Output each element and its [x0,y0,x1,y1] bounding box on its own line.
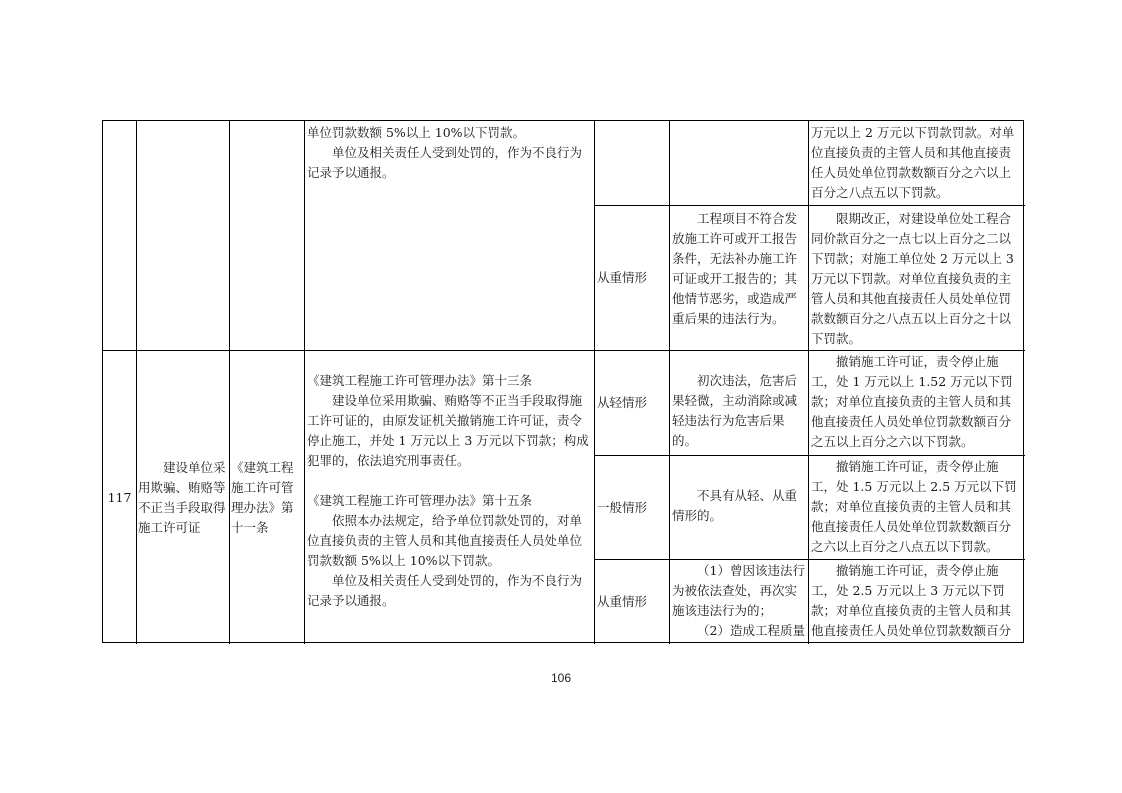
basis-heading: 《建筑工程施工许可管理办法》第十五条 [307,493,533,508]
level-cell-light [595,351,669,455]
penalty-standard-table [102,120,1024,643]
violation-cell [137,351,229,644]
level-cell [595,206,669,350]
basis-text: 单位及相关责任人受到处罚的，作为不良行为记录予以通报。 [307,573,583,608]
standard-text: 撤销施工许可证，责令停止施工，处 2.5 万元以上 3 万元以下罚款；对单位直接负责的主管人员和其他直接责任人员处单位罚款数额百分 [811,563,1012,638]
level-label: 从重情形 [597,270,648,285]
row-number: 117 [107,489,132,505]
basis-text: 单位及相关责任人受到处罚的，作为不良行为记录予以通报。 [307,145,583,180]
standard-text: 限期改正，对建设单位处工程合同价款百分之一点七以上百分之二以下罚款；对施工单位处 2 万元以上 3 万元以下罚款。对单位直接负责的主管人员和其他直接责任人员处单位罚款数额百分之八点五以上百分之十以下罚款。 [811,211,1018,346]
condition-text: 工程项目不符合发放施工许可或开工报告条件，无法补办施工许可证或开工报告的；其他情节恶劣，或造成严重后果的违法行为。 [672,211,798,326]
basis-text: 单位罚款数额 5%以上 10%以下罚款。 [307,125,526,140]
basis-text: 建设单位采用欺骗、贿赂等不正当手段取得施工许可证的，由原发证机关撤销施工许可证，责令停止施工，并处 1 万元以上 3 万元以下罚款；构成犯罪的，依法追究刑事责任。 [307,393,589,468]
standard-text: 撤销施工许可证，责令停止施工，处 1 万元以上 1.52 万元以下罚款；对单位直接负责的主管人员和其他直接责任人员处单位罚款数额百分之五以上百分之六以下罚款。 [811,354,1013,449]
standard-cell [809,206,1025,350]
condition-cell-general [670,456,808,559]
basis-cell [305,351,594,644]
level-cell-general [595,456,669,559]
level-label: 从轻情形 [597,395,648,410]
basis-spacer [307,471,592,491]
standard-cell-general [809,456,1025,559]
level-cell-severe [595,560,669,644]
condition-text: 初次违法，危害后果轻微，主动消除或减轻违法行为危害后果的。 [672,373,798,448]
basis-text: 依照本办法规定，给予单位罚款处罚的，对单位直接负责的主管人员和其他直接责任人员处单位罚款数额 5%以上 10%以下罚款。 [307,513,583,568]
law-basis-cell [230,351,304,644]
level-label: 一般情形 [597,499,648,515]
condition-text: （2）造成工程质量 [697,623,805,638]
condition-cell [670,206,808,350]
row-number-cell [103,351,136,644]
condition-text: （1）曾因该违法行为被依法查处，再次实施该违法行为的； [672,563,805,618]
condition-cell-light [670,351,808,455]
level-label: 从重情形 [597,594,648,609]
condition-text: 不具有从轻、从重情形的。 [672,488,798,523]
standard-text: 万元以上 2 万元以下罚款罚款。对单位直接负责的主管人员和其他直接责任人员处单位罚款数额百分之六以上百分之八点五以下罚款。 [811,125,1015,200]
condition-cell-severe [670,560,808,644]
law-basis-text: 《建筑工程施工许可管理办法》第十一条 [231,459,294,535]
standard-cell-severe [809,560,1025,644]
page-number: 106 [550,671,572,685]
standard-text: 撤销施工许可证，责令停止施工，处 1.5 万元以上 2.5 万元以下罚款；对单位直接负责的主管人员和其他直接责任人员处单位罚款数额百分之六以上百分之八点五以下罚款。 [811,459,1017,554]
basis-cell-continued [305,122,594,350]
basis-heading: 《建筑工程施工许可管理办法》第十三条 [307,373,533,388]
standard-cell-continued [809,122,1025,205]
violation-text: 建设单位采用欺骗、贿赂等不正当手段取得施工许可证 [138,459,226,535]
standard-cell-light [809,351,1025,455]
